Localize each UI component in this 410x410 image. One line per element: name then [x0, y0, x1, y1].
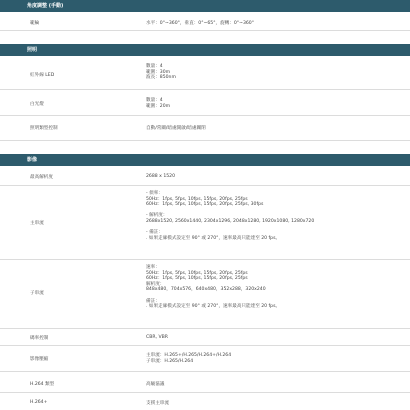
spec-value-line: 速率：: [146, 265, 160, 270]
spec-label: H.264 類型: [30, 382, 55, 387]
spec-value-line: 50Hz：1fps, 5fps, 10fps, 15fps, 20fps, 25fps: [146, 270, 248, 276]
spec-value-line: 2688x1520, 2560x1440, 2304x1296, 2048x1280, 1920x1080, 1280x720: [146, 218, 315, 224]
spec-row-light-control: [0, 116, 410, 141]
spec-value-line: 波長：850nm: [146, 75, 176, 81]
spec-value-line: 解析度：: [146, 281, 165, 287]
spec-row-main-stream: [0, 186, 410, 260]
spec-value: [146, 64, 176, 81]
section-header-lighting: 照明: [0, 44, 410, 56]
spec-value-line: 範圍：20m: [146, 103, 171, 109]
spec-value-line: - 偵率：: [146, 191, 163, 196]
spec-value: 支援主串流: [146, 401, 169, 406]
spec-value: [146, 191, 314, 241]
spec-value: [146, 98, 170, 109]
spec-value-line: - 解析度：: [146, 213, 168, 219]
spec-label: 子串流: [30, 291, 44, 296]
spec-value-line: 主串流：H.265+/H.265/H.264+/H.264: [146, 353, 232, 358]
spec-value-line: 60Hz：1fps, 5fps, 10fps, 15fps, 20fps, 25fps: [146, 276, 248, 282]
spec-value: 自動/常關/暗處開啟/暗處關閉: [146, 126, 206, 131]
spec-value: 水平：0°~360°，垂直：0°~65°，旋轉：0°~360°: [146, 21, 255, 26]
section-header-image: 影像: [0, 154, 410, 166]
spec-value-line: . 如果走廊模式設定至 90° 或 270°，速率最高只能達至 20 fps。: [146, 304, 281, 310]
spec-value: CBR, VBR: [146, 335, 168, 340]
spec-row-range: [0, 13, 410, 31]
spec-value: [146, 353, 231, 364]
spec-row-ir-led: [0, 58, 410, 90]
spec-value-line: - 備註：: [146, 230, 163, 236]
spec-value-line: . 如果走廊模式設定至 90° 或 270°，速率最高只能達至 20 fps。: [146, 235, 281, 241]
spec-row-max-resolution: [0, 167, 410, 186]
spec-label: 影像壓縮: [30, 357, 49, 362]
spec-label: 範輪: [30, 21, 40, 26]
spec-label: 白光燈: [30, 102, 44, 107]
spec-label: 紅外線 LED: [30, 73, 55, 78]
spec-label: 主串流: [30, 221, 44, 226]
spec-row-video-compression: [0, 346, 410, 372]
spec-label: 最高解析度: [30, 175, 53, 180]
spec-row-sub-stream: [0, 260, 410, 329]
spec-value-line: 數量：4: [146, 64, 163, 69]
spec-row-h264-type: [0, 372, 410, 393]
spec-value: 2688 x 1520: [146, 174, 176, 179]
spec-label: 碼率控制: [30, 336, 49, 341]
section-header-angle: 角度調整 (手動): [0, 0, 410, 12]
spec-label: H.264+: [30, 400, 48, 405]
spec-value: 高級協議: [146, 382, 165, 387]
spec-value-line: 50Hz：1fps, 5fps, 10fps, 15fps, 20fps, 25fps: [146, 196, 248, 202]
spec-row-bitrate-control: [0, 329, 410, 346]
spec-value-line: 848x480，704x576，640x480，352x288，320x240: [146, 287, 266, 293]
spec-value-line: 範圍：30m: [146, 69, 171, 75]
spec-value-line: 60Hz：1fps, 5fps, 10fps, 15fps, 20fps, 25fps, 30fps: [146, 202, 264, 208]
spec-value: [146, 265, 280, 310]
spec-value-line: 子串流：H.265/H.264: [146, 358, 194, 364]
spec-row-h264-plus: [0, 393, 410, 410]
spec-label: 照明類型控制: [30, 126, 58, 131]
spec-row-white-light: [0, 90, 410, 116]
spec-value-line: 數量：4: [146, 98, 163, 103]
spec-value-line: 備註：: [146, 298, 160, 304]
